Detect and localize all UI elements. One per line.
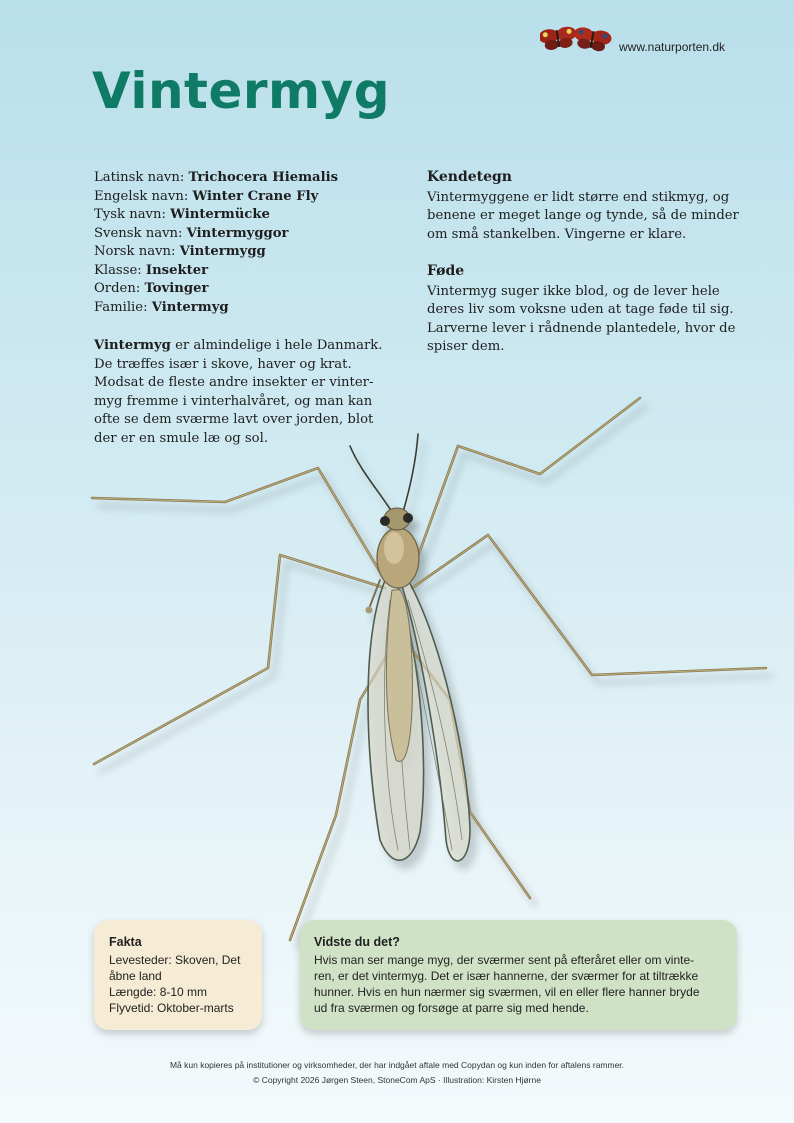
page-title: Vintermyg [92, 62, 391, 120]
name-row-latin: Latinsk navn: Trichocera Hiemalis [94, 170, 339, 185]
intro-paragraph: Vintermyg er almindelige i hele Danmark. De træffes især i skove, haver og krat. Modsat de fleste andre insekter er vinter- myg fremme i vinterhalvåret, og man kan ofte se dem sværme lavt over jorden, blot der er en smule læ og sol. [94, 338, 383, 446]
site-url[interactable]: www.naturporten.dk [619, 40, 726, 54]
vidste-heading: Vidste du det? [314, 935, 400, 949]
kendetegn-section: Kendetegn Vintermyggene er lidt større end stikmyg, og benene er meget lange og tynde, så de minder om små stankelben. Vingerne er klare. [427, 168, 747, 244]
footer-copyright: © Copyright 2026 Jørgen Steen, StoneCom ApS · Illustration: Kirsten Hjørne [253, 1075, 541, 1085]
fode-heading: Føde [427, 263, 465, 279]
name-row-german: Tysk navn: Wintermücke [94, 207, 270, 222]
name-row-family: Familie: Vintermyg [94, 299, 229, 315]
fode-section: Føde Vintermyg suger ikke blod, og de lever hele deres liv som voksne uden at tage føde til sig. Larverne lever i rådnende plantedele, hvor de spiser dem. [427, 262, 747, 357]
name-row-english: Engelsk navn: Winter Crane Fly [94, 188, 319, 204]
name-row-swedish: Svensk navn: Vintermyggor [94, 225, 289, 241]
kendetegn-heading: Kendetegn [427, 169, 512, 185]
footer-license: Må kun kopieres på institutioner og virksomheder, der har indgået aftale med Copydan og kun inden for aftalens rammer. [169, 1060, 625, 1070]
intro-bold: Vintermyg [94, 338, 171, 353]
name-row-norwegian: Norsk navn: Vintermygg [94, 244, 266, 259]
name-row-class: Klasse: Insekter [94, 262, 209, 278]
vidste-du-det-box: Vidste du det? Hvis man ser mange myg, der sværmer sent på efteråret eller om vinte- ren, er det vintermyg. Det er især hannerne, der sværmer for at tiltrække hunner. Hvis en hun nærmer sig sværmen, vil en eller flere hanner bryde ud fra sværmen og forsøge at parre sig med hende. [300, 920, 737, 1030]
fakta-box: Fakta Levesteder: Skoven, Det åbne land Længde: 8-10 mm Flyvetid: Oktober-marts [94, 920, 262, 1030]
name-row-order: Orden: Tovinger [94, 281, 209, 296]
fakta-heading: Fakta [109, 935, 142, 949]
